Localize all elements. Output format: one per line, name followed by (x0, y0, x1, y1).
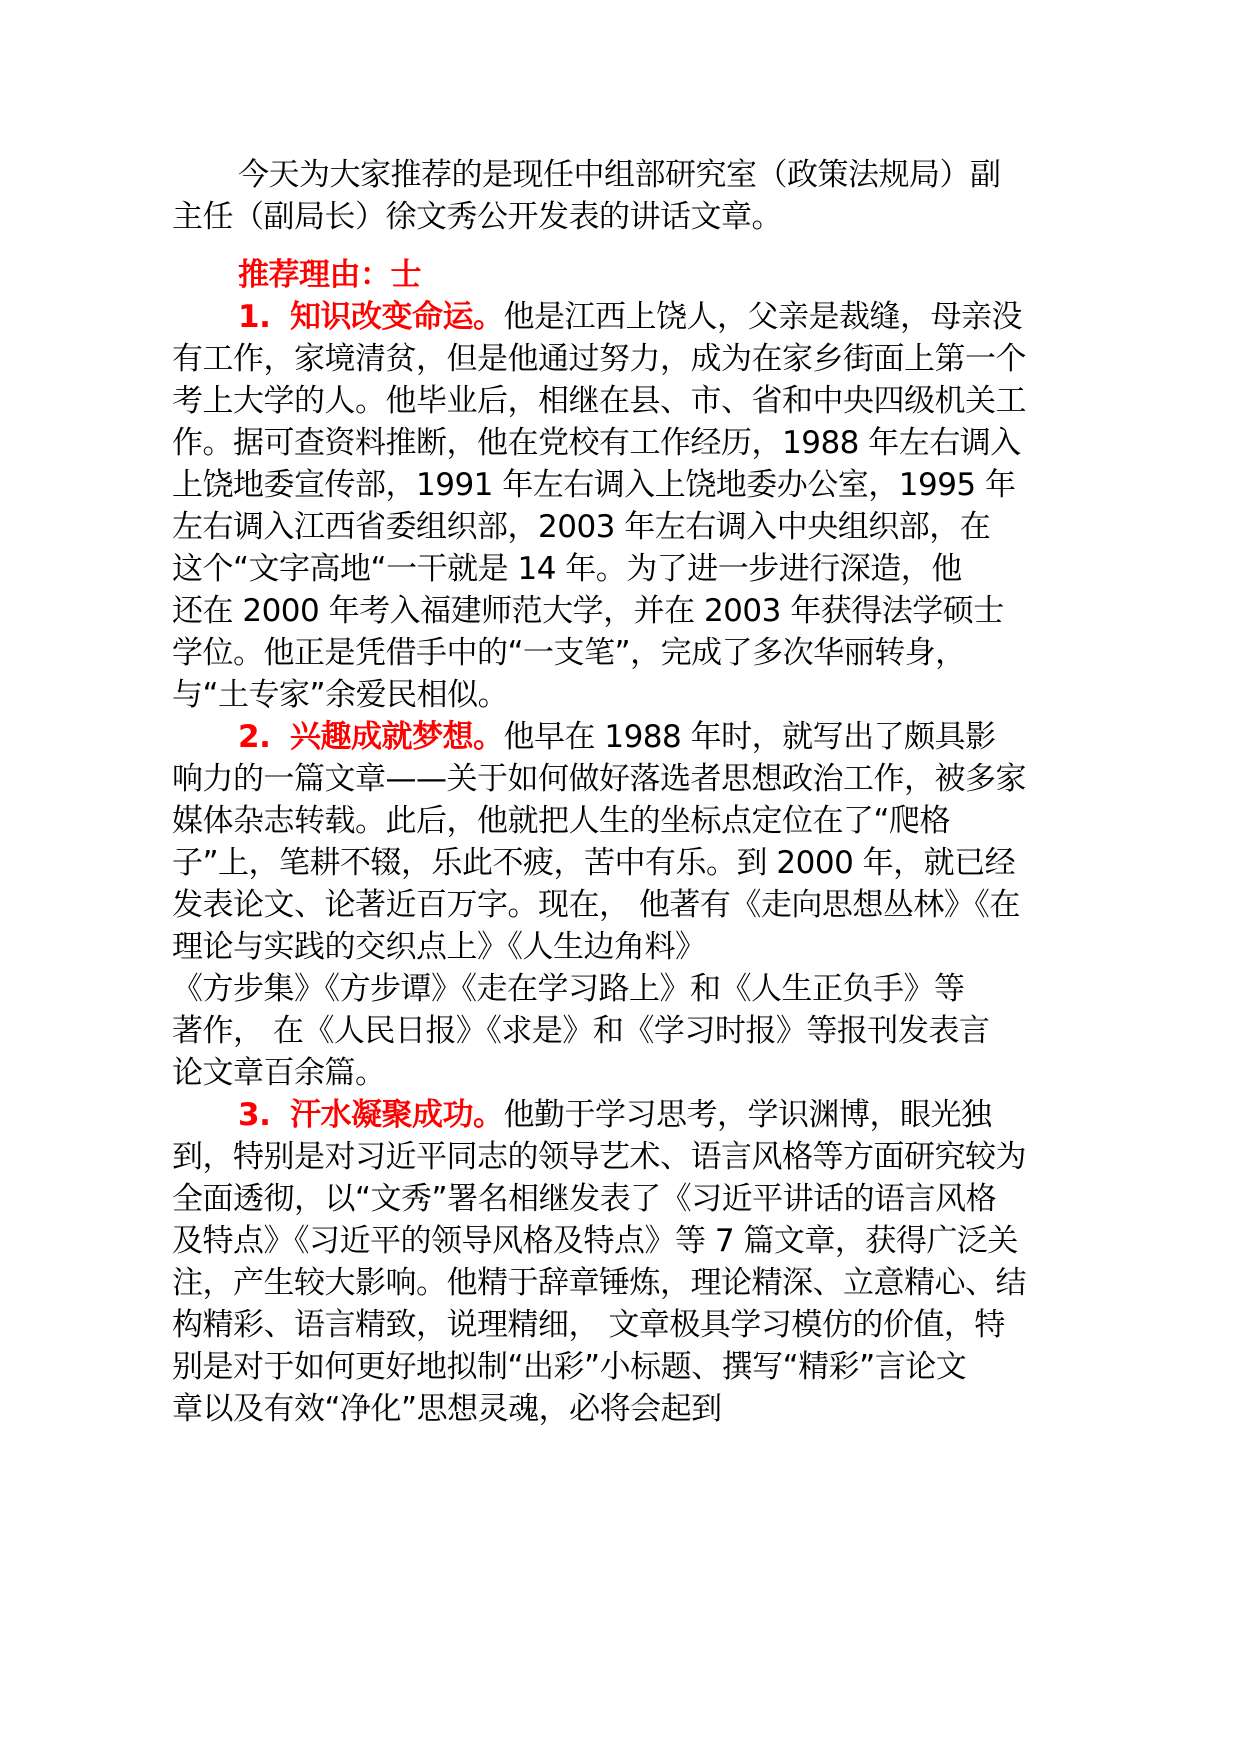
section-2-title: 兴趣成就梦想。 (290, 719, 504, 755)
section-1-line: 考上大学的人。他毕业后，相继在县、市、省和中央四级机关工 (172, 383, 1026, 419)
section-1-first-line (172, 296, 1092, 338)
section-2-line: 理论与实践的交织点上》《人生边角料》 (172, 929, 706, 965)
section-3-lead: 他勤于学习思考，学识渊博，眼光独 (503, 1097, 992, 1133)
intro-line-1: 今天为大家推荐的是现任中组部研究室（政策法规局）副 (238, 157, 1001, 193)
section-3-line: 及特点》《习近平的领导风格及特点》等 7 篇文章，获得广泛关 (172, 1223, 1018, 1259)
section-1-line: 学位。他正是凭借手中的“一支笔”，完成了多次华丽转身， (172, 635, 966, 671)
section-1-line: 作。据可查资料推断，他在党校有工作经历，1988 年左右调入 (172, 425, 1021, 461)
section-2-line: 子”上，笔耕不辍，乐此不疲，苦中有乐。到 2000 年，就已经 (172, 845, 1016, 881)
section-3-line: 别是对于如何更好地拟制“出彩”小标题、撰写“精彩”言论文 (172, 1349, 967, 1385)
section-1-lead: 他是江西上饶人，父亲是裁缝，母亲没 (503, 299, 1022, 335)
section-1-line: 有工作，家境清贫，但是他通过努力，成为在家乡街面上第一个 (172, 341, 1026, 377)
section-2-line: 响力的一篇文章——关于如何做好落选者思想政治工作，被多家 (172, 761, 1026, 797)
section-1-line: 左右调入江西省委组织部，2003 年左右调入中央组织部，在 (172, 509, 991, 545)
section-3-line: 全面透彻，以“文秀”署名相继发表了《习近平讲话的语言风格 (172, 1181, 997, 1217)
section-2-line: 著作， 在《人民日报》《求是》和《学习时报》等报刊发表言 (172, 1013, 990, 1049)
section-2-number: 2. (238, 719, 271, 755)
section-2-line: 论文章百余篇。 (172, 1055, 386, 1091)
section-1-line: 这个“文字高地“一干就是 14 年。为了进一步进行深造，他 (172, 551, 962, 587)
section-2-first-line (172, 716, 1092, 758)
section-1-line: 与“土专家”余爱民相似。 (172, 677, 509, 713)
section-3-line: 到，特别是对习近平同志的领导艺术、语言风格等方面研究较为 (172, 1139, 1026, 1175)
reason-heading: 推荐理由：士 (238, 257, 421, 293)
section-1-number: 1. (238, 299, 271, 335)
section-2-line: 发表论文、论著近百万字。现在， 他著有《走向思想丛林》《在 (172, 887, 1020, 923)
section-3-title: 汗水凝聚成功。 (290, 1097, 504, 1133)
section-1-line: 上饶地委宣传部，1991 年左右调入上饶地委办公室，1995 年 (172, 467, 1016, 503)
section-3-line: 注，产生较大影响。他精于辞章锤炼，理论精深、立意精心、结 (172, 1265, 1026, 1301)
section-1-line: 还在 2000 年考入福建师范大学，并在 2003 年获得法学硕士 (172, 593, 1004, 629)
section-3-line: 构精彩、语言精致，说理精细， 文章极具学习模仿的价值，特 (172, 1307, 1005, 1343)
section-3-number: 3. (238, 1097, 271, 1133)
intro-line-2: 主任（副局长）徐文秀公开发表的讲话文章。 (172, 199, 782, 235)
section-3-first-line (172, 1094, 1092, 1136)
section-2-line: 媒体杂志转载。此后，他就把人生的坐标点定位在了“爬格 (172, 803, 951, 839)
section-2-line: 《方步集》《方步谭》《走在学习路上》和《人生正负手》等 (172, 971, 965, 1007)
section-2-lead: 他早在 1988 年时，就写出了颇具影 (503, 719, 996, 755)
section-1-title: 知识改变命运。 (290, 299, 504, 335)
document-body (172, 154, 1092, 1430)
section-3-line: 章以及有效“净化”思想灵魂，必将会起到 (172, 1391, 722, 1427)
